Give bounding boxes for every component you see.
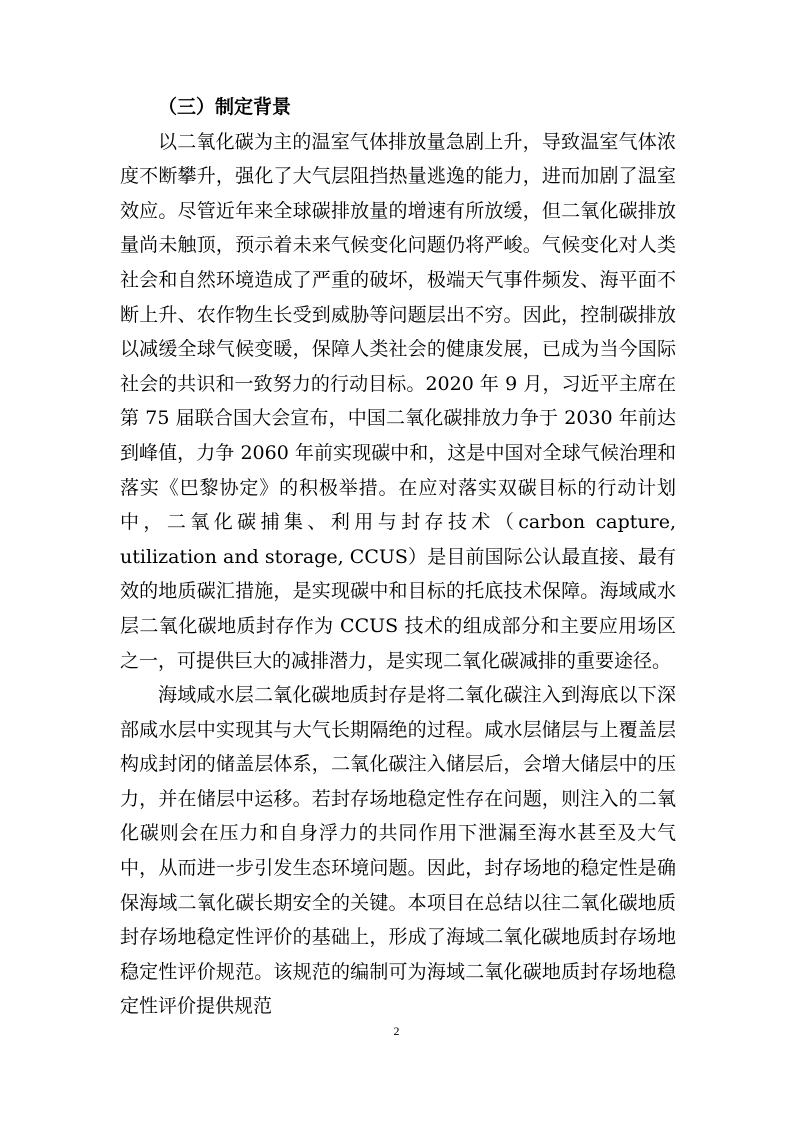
page-number: 2 — [393, 1024, 400, 1038]
section-heading: （三）制定背景 — [158, 96, 292, 118]
document-body — [120, 90, 676, 1024]
paragraph-background: 以二氧化碳为主的温室气体排放量急剧上升，导致温室气体浓度不断攀升，强化了大气层阻挡热量逃逸的能力，进而加剧了温室效应。尽管近年来全球碳排放量的增速有所放缓，但二氧化碳排放量尚未触顶，预示着未来气候变化问题仍将严峻。气候变化对人类社会和自然环境造成了严重的破坏，极端天气事件频发、海平面不断上升、农作物生长受到威胁等问题层出不穷。因此，控制碳排放以减缓全球气候变暖，保障人类社会的健康发展，已成为当今国际社会的共识和一致努力的行动目标。2020 年 9 月，习近平主席在第 75 届联合国大会宣布，中国二氧化碳排放力争于 2030 年前达到峰值，力争 2060 年前实现碳中和，这是中国对全球气候治理和落实《巴黎协定》的积极举措。在应对落实双碳目标的行动计划中，二氧化碳捕集、利用与封存技术（carbon capture, utilization and storage, CCUS）是目前国际公认最直接、最有效的地质碳汇措施，是实现碳中和目标的托底技术保障。海域咸水层二氧化碳地质封存作为 CCUS 技术的组成部分和主要应用场区之一，可提供巨大的减排潜力，是实现二氧化碳减排的重要途径。 — [120, 130, 676, 672]
paragraph-storage: 海域咸水层二氧化碳地质封存是将二氧化碳注入到海底以下深部咸水层中实现其与大气长期隔绝的过程。咸水层储层与上覆盖层构成封闭的储盖层体系，二氧化碳注入储层后，会增大储层中的压力，并在储层中运移。若封存场地稳定性存在问题，则注入的二氧化碳则会在压力和自身浮力的共同作用下泄漏至海水甚至及大气中，从而进一步引发生态环境问题。因此，封存场地的稳定性是确保海域二氧化碳长期安全的关键。本项目在总结以往二氧化碳地质封存场地稳定性评价的基础上，形成了海域二氧化碳地质封存场地稳定性评价规范。该规范的编制可为海域二氧化碳地质封存场地稳定性评价提供规范 — [120, 684, 676, 1018]
